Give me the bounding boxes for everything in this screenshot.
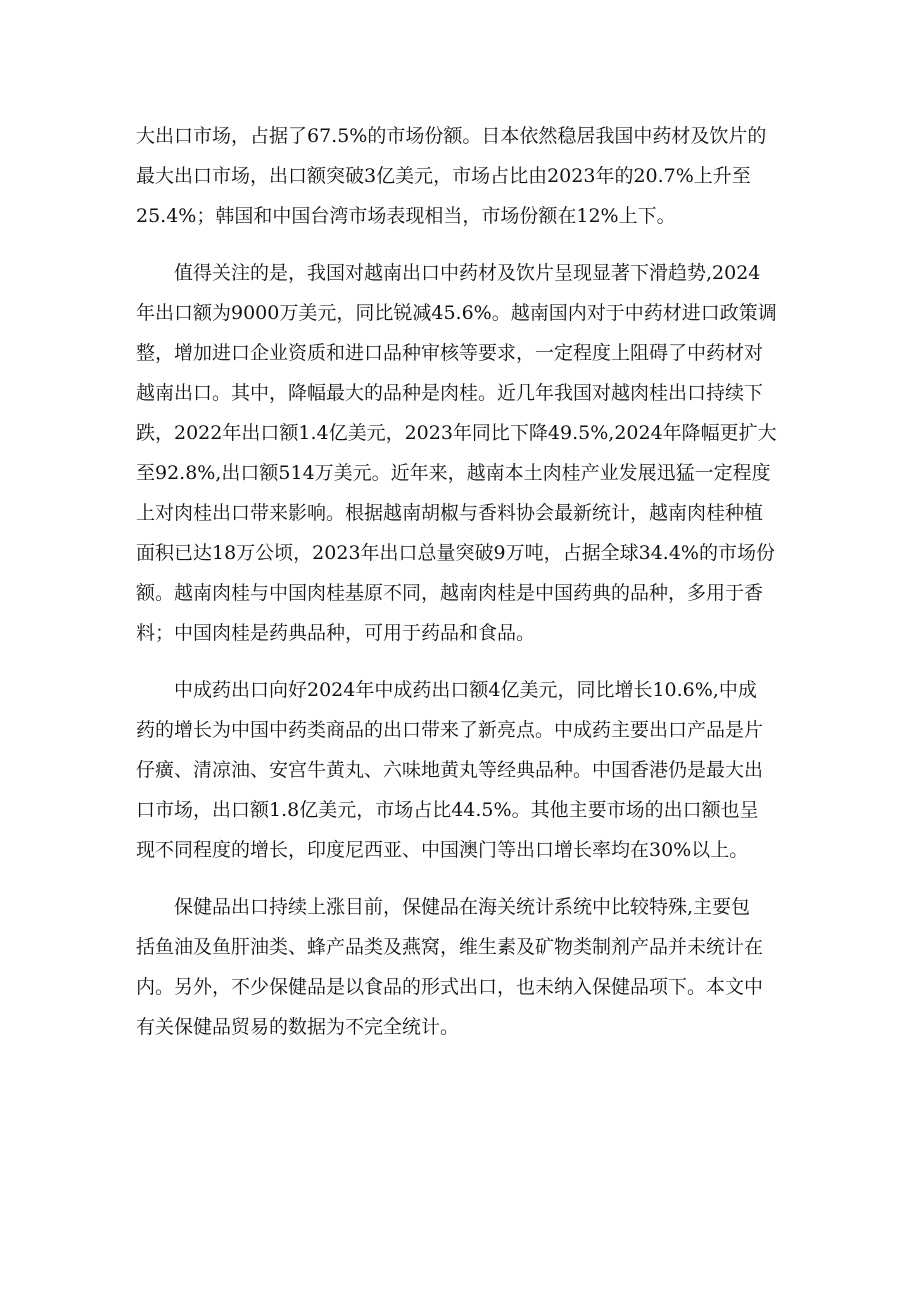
text-line: 25.4%；韩国和中国台湾市场表现相当，市场份额在12%上下。: [136, 205, 676, 227]
text-line: 至92.8%,出口额514万美元。近年来，越南本土肉桂产业发展迅猛一定程度: [136, 462, 771, 484]
text-line: 口市场，出口额1.8亿美元，市场占比44.5%。其他主要市场的出口额也呈: [136, 799, 759, 821]
text-line: 保健品出口持续上涨目前，保健品在海关统计系统中比较特殊,主要包: [136, 896, 751, 918]
text-line: 最大出口市场，出口额突破3亿美元，市场占比由2023年的20.7%上升至: [136, 165, 751, 187]
text-line: 大出口市场，占据了67.5%的市场份额。日本依然稳居我国中药材及饮片的: [136, 125, 767, 147]
text-line: 中成药出口向好2024年中成药出口额4亿美元，同比增长10.6%,中成: [136, 679, 757, 701]
text-line: 括鱼油及鱼肝油类、蜂产品类及燕窝，维生素及矿物类制剂产品并未统计在: [136, 936, 764, 958]
text-line: 整，增加进口企业资质和进口品种审核等要求，一定程度上阻碍了中药材对: [136, 342, 764, 364]
text-line: 越南出口。其中，降幅最大的品种是肉桂。近几年我国对越肉桂出口持续下: [136, 382, 764, 404]
text-line: 跌，2022年出口额1.4亿美元，2023年同比下降49.5%,2024年降幅更扩大: [136, 422, 777, 444]
text-line: 仔癀、清凉油、安宫牛黄丸、六味地黄丸等经典品种。中国香港仍是最大出: [136, 759, 764, 781]
text-line: 面积已达18万公顷，2023年出口总量突破9万吨，占据全球34.4%的市场份: [136, 542, 775, 564]
body-text: [136, 116, 796, 1064]
text-line: 料；中国肉桂是药典品种，可用于药品和食品。: [136, 622, 536, 644]
text-line: 上对肉桂出口带来影响。根据越南胡椒与香料协会最新统计，越南肉桂种植: [136, 502, 764, 524]
paragraph-vietnam-exports: [136, 253, 796, 653]
paragraph-proprietary-medicine: [136, 670, 796, 870]
text-line: 内。另外，不少保健品是以食品的形式出口，也未纳入保健品项下。本文中: [136, 976, 764, 998]
paragraph-health-products: [136, 887, 796, 1047]
text-line: 年出口额为9000万美元，同比锐减45.6%。越南国内对于中药材进口政策调: [136, 302, 777, 324]
text-line: 有关保健品贸易的数据为不完全统计。: [136, 1016, 460, 1038]
text-line: 额。越南肉桂与中国肉桂基原不同，越南肉桂是中国药典的品种，多用于香: [136, 582, 764, 604]
text-line: 药的增长为中国中药类商品的出口带来了新亮点。中成药主要出口产品是片: [136, 719, 764, 741]
paragraph-japan-korea-market: [136, 116, 796, 236]
text-line: 值得关注的是，我国对越南出口中药材及饮片呈现显著下滑趋势,2024: [136, 262, 761, 284]
text-line: 现不同程度的增长，印度尼西亚、中国澳门等出口增长率均在30%以上。: [136, 839, 749, 861]
